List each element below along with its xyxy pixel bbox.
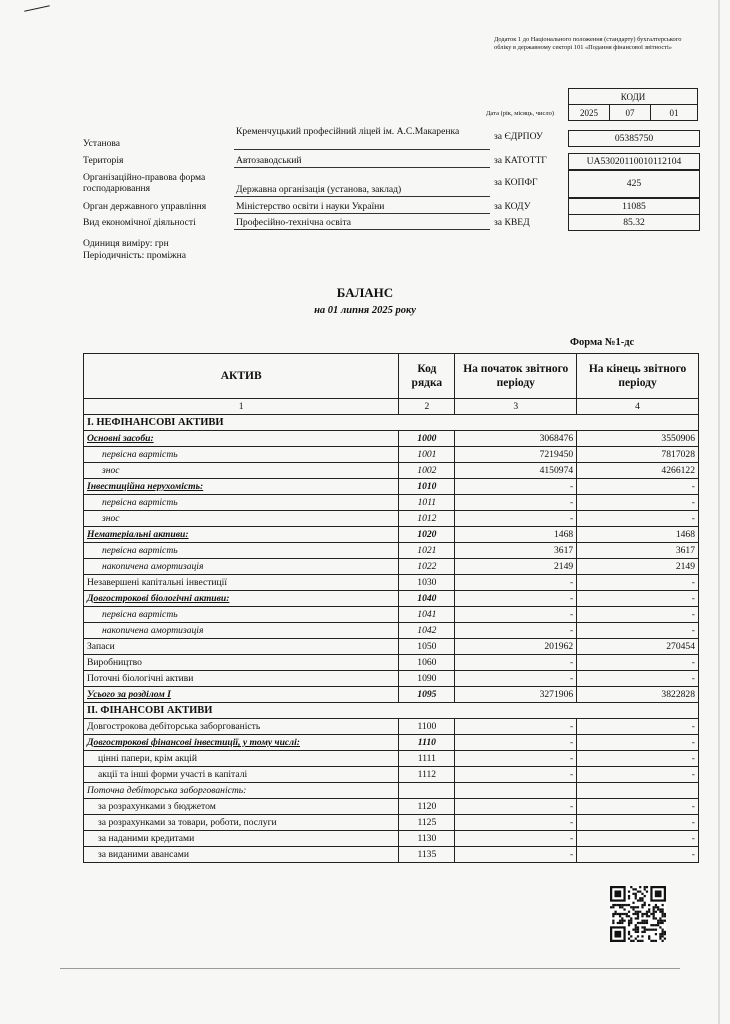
row-label: первісна вартість [84, 447, 399, 463]
row-label: накопичена амортизація [84, 623, 399, 639]
table-row [84, 703, 699, 719]
row-label: накопичена амортизація [84, 559, 399, 575]
row-code: 1125 [399, 815, 455, 831]
row-label: за виданими авансами [84, 847, 399, 863]
row-code: 1022 [399, 559, 455, 575]
row-code: 1095 [399, 687, 455, 703]
underline [234, 167, 490, 168]
row-label [84, 687, 399, 703]
row-value-start: - [455, 575, 577, 591]
balance-table [83, 353, 699, 863]
codes-block [568, 88, 698, 121]
row-value-start: - [455, 847, 577, 863]
row-label: Виробництво [84, 655, 399, 671]
table-row [84, 495, 699, 511]
table-row [84, 607, 699, 623]
row-value-start: - [455, 655, 577, 671]
table-row [84, 799, 699, 815]
row-label-text: Усього за розділом І [87, 689, 171, 700]
row-value-end: - [577, 719, 699, 735]
row-label: Довгострокова дебіторська заборгованість [84, 719, 399, 735]
row-value-end: - [577, 671, 699, 687]
row-value-start: - [455, 719, 577, 735]
row-value-end: - [577, 623, 699, 639]
underline [234, 229, 490, 230]
kopfg-code: 425 [568, 170, 700, 198]
row-label [84, 527, 399, 543]
row-value-end: - [577, 511, 699, 527]
table-row [84, 639, 699, 655]
row-label-text: Нематеріальні активи: [87, 529, 189, 540]
row-code: 1120 [399, 799, 455, 815]
appendix-note: Додаток 1 до Національного положення (стандарту) бухгалтерського обліку в державному секторі 101 «Подання фінансової звітності» [494, 36, 682, 51]
activity-value: Професійно-технічна освіта [236, 217, 352, 228]
authority-label: Орган державного управління [83, 201, 207, 212]
row-value-start: 4150974 [455, 463, 577, 479]
row-value-end: - [577, 847, 699, 863]
row-value-end: - [577, 591, 699, 607]
qr-code-icon [610, 886, 666, 942]
period: Періодичність: проміжна [83, 250, 187, 261]
table-row [84, 815, 699, 831]
row-value-end: - [577, 479, 699, 495]
table-row [84, 735, 699, 751]
row-label-text: Основні засоби: [87, 433, 154, 444]
row-value-start: 2149 [455, 559, 577, 575]
table-row [84, 431, 699, 447]
underline [234, 196, 490, 197]
row-label [84, 591, 399, 607]
row-value-start: - [455, 671, 577, 687]
row-value-end: 7817028 [577, 447, 699, 463]
row-value-start: - [455, 831, 577, 847]
row-code: 1130 [399, 831, 455, 847]
table-row [84, 719, 699, 735]
underline [234, 149, 490, 150]
pen-mark [24, 5, 50, 11]
row-value-start: 3617 [455, 543, 577, 559]
legal-form-value: Державна організація (установа, заклад) [236, 184, 402, 195]
kodu-code: 11085 [568, 198, 700, 215]
table-row [84, 767, 699, 783]
col-header-start: На початок звітного періоду [455, 354, 577, 399]
row-label: первісна вартість [84, 543, 399, 559]
date-day: 01 [651, 105, 698, 121]
col-header-code: Код рядка [399, 354, 455, 399]
divider [60, 968, 680, 969]
row-label: первісна вартість [84, 495, 399, 511]
col-header-end: На кінець звітного періоду [577, 354, 699, 399]
row-label-text: Довгострокові біологічні активи: [87, 593, 230, 604]
row-code: 1020 [399, 527, 455, 543]
row-value-end: 270454 [577, 639, 699, 655]
row-value-start: 201962 [455, 639, 577, 655]
row-value-end: 3822828 [577, 687, 699, 703]
row-value-start: 7219450 [455, 447, 577, 463]
row-code: 1050 [399, 639, 455, 655]
underline [234, 213, 490, 214]
row-label: І. НЕФІНАНСОВІ АКТИВИ [84, 415, 699, 431]
row-value-start: - [455, 735, 577, 751]
row-value-end: - [577, 751, 699, 767]
empty-cell [399, 783, 455, 799]
row-value-end: - [577, 831, 699, 847]
row-value-end: - [577, 607, 699, 623]
row-label: за наданими кредитами [84, 831, 399, 847]
date-label: Дата (рік, місяць, число) [486, 110, 554, 117]
row-code: 1042 [399, 623, 455, 639]
row-code: 1040 [399, 591, 455, 607]
row-label: Поточна дебіторська заборгованість: [84, 783, 399, 799]
date-year: 2025 [569, 105, 610, 121]
territory-label: Територія [83, 155, 124, 166]
institution-value: Кременчуцький професійний ліцей ім. А.С.Макаренка [236, 126, 460, 137]
row-value-end: 3617 [577, 543, 699, 559]
row-label: за розрахунками з бюджетом [84, 799, 399, 815]
row-value-start: - [455, 799, 577, 815]
row-value-end: - [577, 767, 699, 783]
row-value-end: 1468 [577, 527, 699, 543]
row-code: 1135 [399, 847, 455, 863]
row-value-end: 3550906 [577, 431, 699, 447]
date-month: 07 [610, 105, 651, 121]
table-row [84, 543, 699, 559]
table-row [84, 591, 699, 607]
row-label [84, 431, 399, 447]
row-value-start: - [455, 479, 577, 495]
row-value-start: - [455, 495, 577, 511]
row-value-end: - [577, 655, 699, 671]
row-code: 1011 [399, 495, 455, 511]
katottg-code: UA53020110010112104 [568, 153, 700, 170]
row-value-start: - [455, 767, 577, 783]
authority-value: Міністерство освіти і науки України [236, 201, 385, 212]
row-code: 1041 [399, 607, 455, 623]
row-code: 1010 [399, 479, 455, 495]
table-row [84, 783, 699, 799]
row-value-end: - [577, 735, 699, 751]
row-label: знос [84, 511, 399, 527]
institution-label: Установа [83, 138, 121, 149]
row-value-end: - [577, 495, 699, 511]
row-value-end: - [577, 575, 699, 591]
row-label [84, 735, 399, 751]
row-value-start: 1468 [455, 527, 577, 543]
row-label: первісна вартість [84, 607, 399, 623]
table-row [84, 479, 699, 495]
row-label: Поточні біологічні активи [84, 671, 399, 687]
row-value-start: 3068476 [455, 431, 577, 447]
table-row [84, 655, 699, 671]
kved-label: за КВЕД [494, 217, 530, 228]
row-code: 1112 [399, 767, 455, 783]
col-header-asset: АКТИВ [84, 354, 399, 399]
row-value-start: - [455, 815, 577, 831]
row-code: 1021 [399, 543, 455, 559]
row-value-end: - [577, 815, 699, 831]
row-value-end: - [577, 799, 699, 815]
row-label: Незавершені капітальні інвестиції [84, 575, 399, 591]
table-row [84, 559, 699, 575]
row-code: 1001 [399, 447, 455, 463]
row-label: Запаси [84, 639, 399, 655]
row-label-text: Довгострокові фінансові інвестиції, у тому числі: [87, 737, 300, 748]
col-number: 3 [455, 399, 577, 415]
kved-code: 85.32 [568, 214, 700, 231]
row-label: акції та інші форми участі в капіталі [84, 767, 399, 783]
row-code: 1030 [399, 575, 455, 591]
table-row [84, 575, 699, 591]
table-row [84, 831, 699, 847]
row-code: 1111 [399, 751, 455, 767]
table-row [84, 527, 699, 543]
row-code: 1110 [399, 735, 455, 751]
edrpou-code: 05385750 [568, 130, 700, 147]
katottg-label: за КАТОТТГ [494, 155, 547, 166]
page-subtitle: на 01 липня 2025 року [314, 305, 416, 316]
row-code: 1000 [399, 431, 455, 447]
empty-cell [455, 783, 577, 799]
row-value-start: - [455, 591, 577, 607]
row-label: за розрахунками за товари, роботи, послуги [84, 815, 399, 831]
row-value-end: 4266122 [577, 463, 699, 479]
form-number: Форма №1-дс [570, 337, 635, 348]
empty-cell [577, 783, 699, 799]
row-code: 1002 [399, 463, 455, 479]
col-number: 2 [399, 399, 455, 415]
table-row [84, 751, 699, 767]
row-label: ІІ. ФІНАНСОВІ АКТИВИ [84, 703, 699, 719]
edrpou-label: за ЄДРПОУ [494, 131, 543, 142]
row-label: знос [84, 463, 399, 479]
kopfg-label: за КОПФГ [494, 177, 538, 188]
legal-form-label: Організаційно-правова форма господарювання [83, 172, 206, 194]
row-code: 1090 [399, 671, 455, 687]
table-row [84, 623, 699, 639]
codes-header: КОДИ [569, 89, 698, 105]
row-label-text: Інвестиційна нерухомість: [87, 481, 204, 492]
row-code: 1012 [399, 511, 455, 527]
table-row [84, 463, 699, 479]
col-number: 1 [84, 399, 399, 415]
table-row [84, 847, 699, 863]
row-code: 1060 [399, 655, 455, 671]
col-number: 4 [577, 399, 699, 415]
table-row [84, 671, 699, 687]
table-row [84, 447, 699, 463]
page-title: БАЛАНС [336, 285, 394, 300]
row-value-start: - [455, 623, 577, 639]
row-label: цінні папери, крім акцій [84, 751, 399, 767]
territory-value: Автозаводський [236, 155, 302, 166]
row-label [84, 479, 399, 495]
kodu-label: за КОДУ [494, 201, 531, 212]
unit: Одиниця виміру: грн [83, 238, 169, 249]
page-edge [718, 0, 720, 1024]
row-code: 1100 [399, 719, 455, 735]
row-value-end: 2149 [577, 559, 699, 575]
row-value-start: - [455, 607, 577, 623]
row-value-start: - [455, 511, 577, 527]
activity-label: Вид економічної діяльності [83, 217, 196, 228]
table-row [84, 415, 699, 431]
table-row [84, 511, 699, 527]
row-value-start: - [455, 751, 577, 767]
row-value-start: 3271906 [455, 687, 577, 703]
table-row [84, 687, 699, 703]
